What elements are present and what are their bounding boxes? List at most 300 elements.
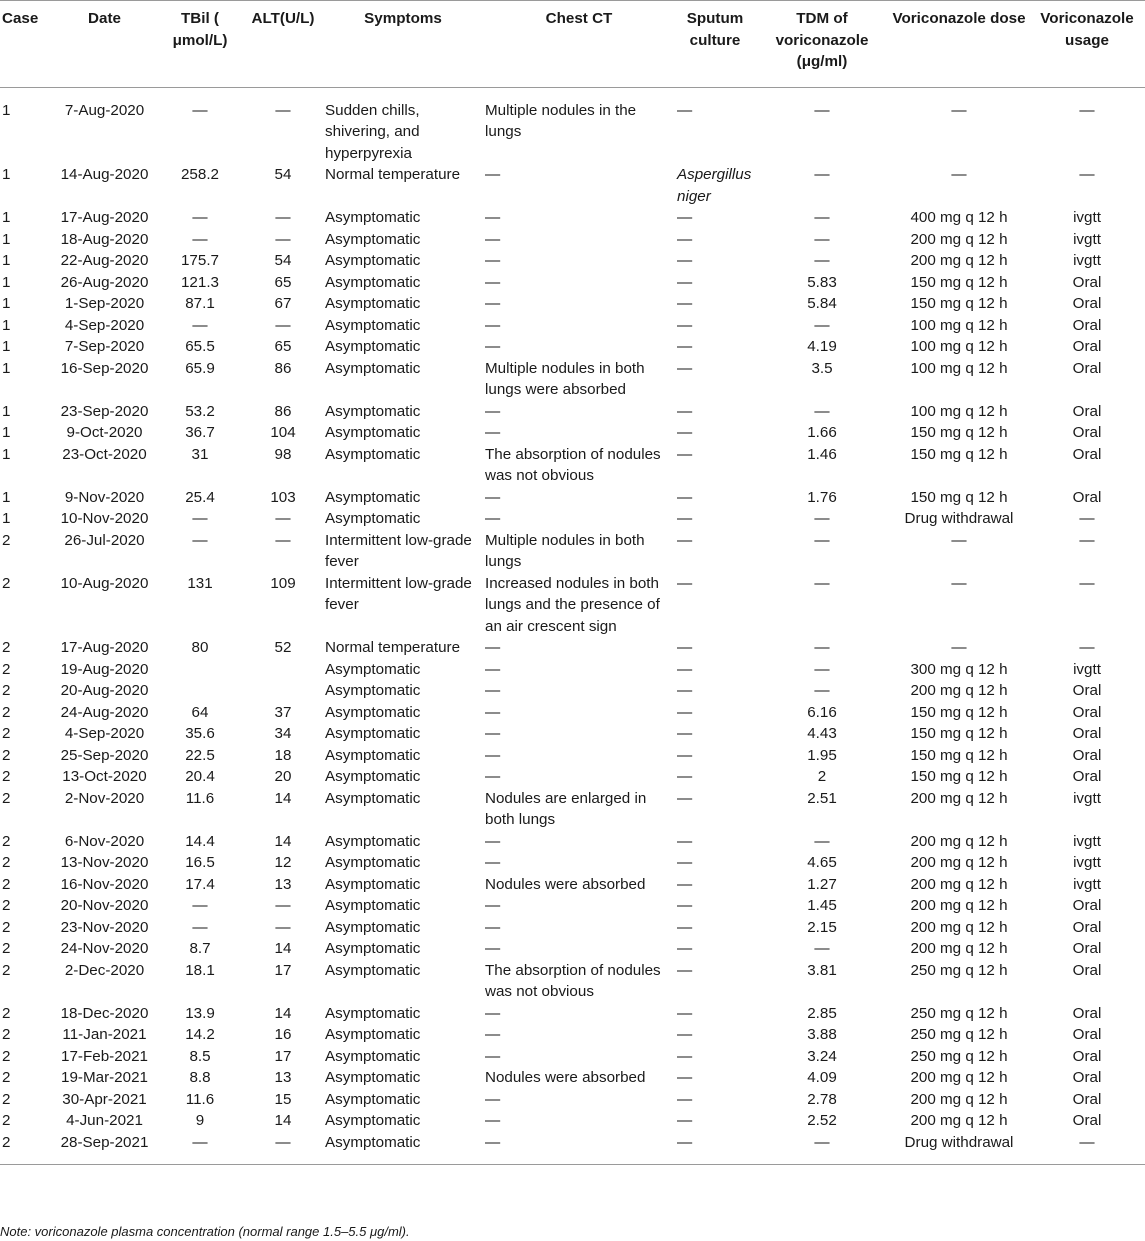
cell-tbil — [157, 680, 243, 702]
cell-case: 2 — [2, 1112, 11, 1129]
cell-dose: 200 mg q 12 h — [910, 832, 1008, 850]
cell-case: 2 — [2, 940, 11, 957]
cell-symptoms: Asymptomatic — [325, 725, 421, 742]
cell-symptoms: Asymptomatic — [325, 1133, 421, 1151]
cell-alt: 65 — [274, 273, 292, 291]
cell-chest-ct: — — [485, 209, 501, 226]
cell-tdm: — — [814, 940, 830, 957]
cell-alt: 14 — [274, 1004, 292, 1022]
cell-chest-ct: Multiple nodules in both lungs — [485, 531, 645, 570]
cell-case: 1 — [2, 295, 11, 312]
table-row — [0, 315, 1145, 337]
cell-alt: 34 — [274, 725, 292, 742]
cell-alt: — — [275, 101, 291, 119]
cell-dose: 200 mg q 12 h — [910, 940, 1008, 957]
cell-sputum-culture: — — [677, 768, 693, 785]
cell-case: 2 — [2, 854, 11, 871]
cell-usage: ivgtt — [1073, 875, 1101, 893]
cell-sputum-culture: — — [677, 574, 693, 592]
cell-tdm: — — [814, 660, 830, 678]
cell-usage: Oral — [1072, 1112, 1102, 1129]
table-row — [0, 1067, 1145, 1089]
cell-date: 18-Aug-2020 — [60, 230, 149, 248]
cell-usage: — — [1079, 639, 1095, 656]
cell-tdm: 5.83 — [807, 273, 837, 291]
cell-case: 2 — [2, 746, 11, 764]
cell-sputum-culture: — — [677, 961, 693, 979]
cell-alt: 14 — [274, 832, 292, 850]
cell-dose: — — [951, 531, 967, 549]
cell-usage: Oral — [1072, 682, 1102, 699]
cell-tdm: 2.85 — [807, 1004, 837, 1022]
cell-sputum-culture: — — [677, 445, 693, 463]
table-row — [0, 745, 1145, 767]
cell-usage: Oral — [1072, 768, 1102, 785]
cell-date: 18-Dec-2020 — [60, 1004, 149, 1022]
cell-tdm: 3.81 — [807, 961, 837, 979]
cell-date: 10-Aug-2020 — [60, 574, 149, 592]
table-row — [0, 1003, 1145, 1025]
table-row — [0, 1089, 1145, 1111]
cell-sputum-culture: — — [677, 1047, 693, 1065]
table-row — [0, 917, 1145, 939]
cell-alt: 86 — [274, 402, 292, 420]
cell-tbil: 17.4 — [185, 875, 215, 893]
table-row — [0, 229, 1145, 251]
cell-tbil: 8.7 — [189, 940, 211, 957]
cell-alt: 54 — [274, 166, 292, 183]
table-row — [0, 401, 1145, 423]
cell-sputum-culture: — — [677, 273, 693, 291]
cell-dose: 200 mg q 12 h — [910, 1112, 1008, 1129]
cell-usage: Oral — [1072, 1004, 1102, 1022]
cell-dose: 200 mg q 12 h — [910, 875, 1008, 893]
cell-usage: Oral — [1072, 424, 1102, 441]
cell-symptoms: Asymptomatic — [325, 746, 421, 764]
cell-sputum-culture: — — [677, 252, 693, 269]
cell-alt: 16 — [274, 1026, 292, 1043]
cell-tdm: — — [814, 316, 830, 334]
header-date: Date — [88, 10, 121, 27]
cell-dose: 150 mg q 12 h — [910, 746, 1008, 764]
cell-case: 2 — [2, 1047, 11, 1065]
cell-case: 2 — [2, 682, 11, 699]
cell-tbil: — — [192, 316, 208, 334]
cell-tbil: 64 — [191, 703, 209, 721]
header-dose: Voriconazole dose — [892, 10, 1026, 27]
cell-date: 13-Nov-2020 — [60, 854, 149, 871]
cell-tbil: 14.2 — [185, 1026, 215, 1043]
cell-alt: — — [275, 531, 291, 549]
cell-case: 1 — [2, 359, 11, 377]
cell-chest-ct: — — [485, 854, 501, 871]
cell-dose: 200 mg q 12 h — [910, 918, 1008, 936]
cell-usage: Oral — [1072, 703, 1102, 721]
cell-chest-ct: Nodules were absorbed — [485, 875, 646, 893]
cell-tdm: 2.52 — [807, 1112, 837, 1129]
cell-symptoms: Asymptomatic — [325, 252, 421, 269]
cell-usage: ivgtt — [1073, 660, 1101, 678]
cell-sputum-culture: — — [677, 1133, 693, 1151]
cell-date: 14-Aug-2020 — [60, 166, 149, 183]
cell-dose: Drug withdrawal — [904, 1133, 1014, 1151]
cell-tdm: — — [814, 510, 830, 527]
cell-sputum-culture: — — [677, 746, 693, 764]
cell-usage: — — [1079, 166, 1095, 183]
cell-usage: Oral — [1072, 359, 1102, 377]
table-row — [0, 852, 1145, 874]
cell-chest-ct: — — [485, 746, 501, 764]
cell-sputum-culture: — — [677, 875, 693, 893]
cell-usage: ivgtt — [1073, 854, 1101, 871]
cell-symptoms: Asymptomatic — [325, 660, 421, 678]
cell-dose: 150 mg q 12 h — [910, 488, 1008, 506]
cell-symptoms: Asymptomatic — [325, 424, 421, 441]
cell-sputum-culture: — — [677, 682, 693, 699]
table-body — [0, 87, 1145, 1165]
table-row — [0, 788, 1145, 831]
cell-dose: Drug withdrawal — [904, 510, 1014, 527]
table-row — [0, 659, 1145, 681]
cell-case: 1 — [2, 402, 11, 420]
table-row — [0, 831, 1145, 853]
cell-dose: 250 mg q 12 h — [910, 1047, 1008, 1065]
cell-alt: 104 — [270, 424, 296, 441]
cell-chest-ct: — — [485, 316, 501, 334]
table-row — [0, 444, 1145, 487]
table-row — [0, 1046, 1145, 1068]
cell-date: 1-Sep-2020 — [64, 295, 145, 312]
table-row — [0, 336, 1145, 358]
header-symptoms: Symptoms — [364, 10, 442, 27]
cell-symptoms: Asymptomatic — [325, 1112, 421, 1129]
table-row — [0, 1024, 1145, 1046]
cell-tbil: 36.7 — [185, 424, 215, 441]
cell-usage: — — [1079, 1133, 1095, 1151]
cell-date: 20-Aug-2020 — [60, 682, 149, 699]
table-row — [0, 1110, 1145, 1132]
cell-tbil: 11.6 — [185, 1090, 215, 1108]
cell-tdm: 1.27 — [807, 875, 837, 893]
cell-chest-ct: The absorption of nodules was not obvious — [485, 445, 661, 484]
cell-dose: 150 mg q 12 h — [910, 424, 1008, 441]
cell-alt: 12 — [274, 854, 292, 871]
cell-date: 24-Nov-2020 — [60, 940, 149, 957]
cell-tdm: 4.43 — [807, 725, 837, 742]
cell-alt: 13 — [274, 1069, 292, 1086]
cell-chest-ct: — — [485, 682, 501, 699]
cell-dose: 100 mg q 12 h — [910, 316, 1008, 334]
cell-chest-ct: — — [485, 402, 501, 420]
cell-sputum-culture: — — [677, 940, 693, 957]
cell-dose: 200 mg q 12 h — [910, 1069, 1008, 1086]
cell-alt: 17 — [274, 1047, 292, 1065]
cell-chest-ct: — — [485, 1090, 501, 1108]
cell-symptoms: Asymptomatic — [325, 789, 421, 807]
cell-tbil: 11.6 — [185, 789, 215, 807]
cell-tdm: 2 — [817, 768, 827, 785]
cell-alt: 54 — [274, 252, 292, 269]
cell-usage: Oral — [1072, 725, 1102, 742]
cell-alt: — — [275, 209, 291, 226]
cell-tbil: 258.2 — [180, 166, 219, 183]
cell-dose: 250 mg q 12 h — [910, 1004, 1008, 1022]
table-row — [0, 530, 1145, 573]
cell-alt: 17 — [274, 961, 292, 979]
cell-tdm: — — [814, 574, 830, 592]
cell-date: 19-Aug-2020 — [60, 660, 149, 678]
cell-usage: Oral — [1072, 746, 1102, 764]
cell-alt: 14 — [274, 789, 292, 807]
cell-case: 1 — [2, 230, 11, 248]
table-row — [0, 1132, 1145, 1165]
cell-tbil: 9 — [195, 1112, 205, 1129]
table-row — [0, 723, 1145, 745]
table-row — [0, 702, 1145, 724]
cell-chest-ct: — — [485, 1026, 501, 1043]
cell-symptoms: Asymptomatic — [325, 682, 421, 699]
cell-case: 1 — [2, 101, 11, 119]
cell-dose: 100 mg q 12 h — [910, 359, 1008, 377]
cell-tdm: — — [814, 101, 830, 119]
cell-date: 17-Feb-2021 — [61, 1047, 148, 1065]
cell-sputum-culture: — — [677, 101, 693, 119]
cell-sputum-culture: — — [677, 1004, 693, 1022]
cell-chest-ct: — — [485, 1112, 501, 1129]
cell-usage: Oral — [1072, 338, 1102, 355]
cell-dose: 150 mg q 12 h — [910, 725, 1008, 742]
cell-date: 23-Oct-2020 — [62, 445, 147, 463]
cell-tbil: — — [192, 510, 208, 527]
cell-usage: Oral — [1072, 897, 1102, 914]
table-row — [0, 874, 1145, 896]
cell-dose: 150 mg q 12 h — [910, 273, 1008, 291]
cell-date: 30-Apr-2021 — [62, 1090, 147, 1108]
cell-tdm: — — [814, 531, 830, 549]
cell-usage: ivgtt — [1073, 789, 1101, 807]
cell-case: 1 — [2, 445, 11, 463]
cell-case: 2 — [2, 875, 11, 893]
cell-symptoms: Asymptomatic — [325, 1004, 421, 1022]
cell-symptoms: Asymptomatic — [325, 918, 421, 936]
table-row — [0, 250, 1145, 272]
cell-date: 28-Sep-2021 — [60, 1133, 149, 1151]
cell-tdm: 3.24 — [807, 1047, 837, 1065]
cell-alt: 20 — [274, 768, 292, 785]
cell-date: 23-Nov-2020 — [60, 918, 149, 936]
cell-tbil: 13.9 — [185, 1004, 215, 1022]
cell-tbil: 65.5 — [185, 338, 215, 355]
cell-chest-ct: — — [485, 768, 501, 785]
cell-sputum-culture: — — [677, 918, 693, 936]
cell-date: 2-Nov-2020 — [64, 789, 145, 807]
cell-symptoms: Normal temperature — [325, 166, 461, 183]
cell-tdm: 6.16 — [807, 703, 837, 721]
cell-alt: — — [275, 897, 291, 914]
cell-chest-ct: — — [485, 230, 501, 248]
cell-tdm: 4.65 — [807, 854, 837, 871]
cell-case: 1 — [2, 273, 11, 291]
cell-chest-ct: — — [485, 832, 501, 850]
cell-sputum-culture: — — [677, 359, 693, 377]
cell-dose: — — [951, 574, 967, 592]
header-tbil: TBil ( μmol/L) — [172, 10, 228, 49]
cell-tdm: — — [814, 1133, 830, 1151]
cell-case: 2 — [2, 531, 11, 549]
cell-sputum-culture: — — [677, 1090, 693, 1108]
table-row — [0, 487, 1145, 509]
cell-dose: — — [951, 166, 967, 183]
cell-tbil: 20.4 — [185, 768, 215, 785]
cell-case: 2 — [2, 703, 11, 721]
cell-date: 17-Aug-2020 — [60, 209, 149, 226]
cell-usage: ivgtt — [1073, 209, 1101, 226]
cell-alt — [243, 659, 323, 681]
cell-dose: 200 mg q 12 h — [910, 897, 1008, 914]
cell-alt: 65 — [274, 338, 292, 355]
cell-symptoms: Asymptomatic — [325, 875, 421, 893]
cell-usage: ivgtt — [1073, 832, 1101, 850]
cell-symptoms: Asymptomatic — [325, 295, 421, 312]
cell-dose: 250 mg q 12 h — [910, 1026, 1008, 1043]
header-tdm: TDM of voriconazole (μg/ml) — [775, 10, 869, 70]
cell-usage: Oral — [1072, 273, 1102, 291]
cell-dose: 150 mg q 12 h — [910, 295, 1008, 312]
cell-usage: Oral — [1072, 488, 1102, 506]
cell-dose: 400 mg q 12 h — [910, 209, 1008, 226]
cell-date: 13-Oct-2020 — [62, 768, 147, 785]
cell-symptoms: Asymptomatic — [325, 1069, 421, 1086]
cell-date: 4-Sep-2020 — [64, 316, 145, 334]
cell-sputum-culture: — — [677, 510, 693, 527]
cell-chest-ct: The absorption of nodules was not obvious — [485, 961, 661, 1000]
cell-symptoms: Asymptomatic — [325, 854, 421, 871]
cell-sputum-culture: — — [677, 660, 693, 678]
cell-sputum-culture: — — [677, 1069, 693, 1086]
cell-usage: Oral — [1072, 1047, 1102, 1065]
cell-chest-ct: — — [485, 295, 501, 312]
cell-alt: — — [275, 918, 291, 936]
cell-tbil: 65.9 — [185, 359, 215, 377]
cell-chest-ct: — — [485, 660, 501, 678]
cell-chest-ct: Multiple nodules in the lungs — [485, 101, 637, 140]
table-row — [0, 87, 1145, 164]
cell-case: 2 — [2, 660, 11, 678]
cell-tdm: 1.76 — [807, 488, 837, 506]
cell-tbil: 18.1 — [185, 961, 215, 979]
cell-alt: 14 — [274, 940, 292, 957]
cell-tbil: 14.4 — [185, 832, 215, 850]
cell-alt: 52 — [274, 639, 292, 656]
cell-symptoms: Asymptomatic — [325, 316, 421, 334]
cell-chest-ct: — — [485, 166, 501, 183]
cell-dose: 300 mg q 12 h — [910, 660, 1008, 678]
cell-symptoms: Asymptomatic — [325, 1026, 421, 1043]
cell-tbil: 121.3 — [180, 273, 219, 291]
cell-symptoms: Sudden chills, shivering, and hyperpyrexia — [325, 101, 420, 162]
cell-symptoms: Asymptomatic — [325, 445, 421, 463]
cell-chest-ct: — — [485, 510, 501, 527]
cell-tdm: 3.5 — [811, 359, 833, 377]
header-row — [0, 0, 1145, 87]
cell-case: 2 — [2, 1133, 11, 1151]
cell-date: 4-Sep-2020 — [64, 725, 145, 742]
cell-tbil: 22.5 — [185, 746, 215, 764]
cell-case: 2 — [2, 725, 11, 742]
cell-tbil: — — [192, 230, 208, 248]
cell-alt: 103 — [270, 488, 296, 506]
cell-tbil: — — [192, 918, 208, 936]
header-sputum-culture: Sputum culture — [686, 10, 744, 49]
cell-usage: Oral — [1072, 1090, 1102, 1108]
cell-symptoms: Asymptomatic — [325, 209, 421, 226]
cell-chest-ct: — — [485, 639, 501, 656]
cell-usage: Oral — [1072, 402, 1102, 420]
cell-case: 1 — [2, 166, 11, 183]
cell-sputum-culture: — — [677, 725, 693, 742]
cell-chest-ct: — — [485, 1004, 501, 1022]
cell-dose: 100 mg q 12 h — [910, 402, 1008, 420]
header-usage: Voriconazole usage — [1040, 10, 1134, 49]
cell-chest-ct: — — [485, 273, 501, 291]
cell-tdm: 1.95 — [807, 746, 837, 764]
table-row — [0, 207, 1145, 229]
cell-tdm: — — [814, 639, 830, 656]
cell-case: 2 — [2, 574, 11, 592]
cell-date: 24-Aug-2020 — [60, 703, 149, 721]
table-row — [0, 272, 1145, 294]
cell-sputum-culture: — — [677, 703, 693, 721]
cell-usage: Oral — [1072, 445, 1102, 463]
cell-usage: — — [1079, 574, 1095, 592]
cell-usage: — — [1079, 101, 1095, 119]
cell-chest-ct: Nodules were absorbed — [485, 1069, 646, 1086]
cell-date: 25-Sep-2020 — [60, 746, 149, 764]
cell-usage: Oral — [1072, 316, 1102, 334]
cell-tbil: — — [192, 209, 208, 226]
cell-alt: 18 — [274, 746, 292, 764]
cell-case: 2 — [2, 1026, 11, 1043]
cell-case: 2 — [2, 1090, 11, 1108]
cell-symptoms: Asymptomatic — [325, 1047, 421, 1065]
cell-case: 2 — [2, 832, 11, 850]
cell-chest-ct: — — [485, 488, 501, 506]
cell-date: 6-Nov-2020 — [64, 832, 145, 850]
cell-tbil: 35.6 — [185, 725, 215, 742]
cell-dose: 100 mg q 12 h — [910, 338, 1008, 355]
cell-tbil: 175.7 — [180, 252, 219, 269]
cell-sputum-culture: — — [677, 1026, 693, 1043]
table-row — [0, 422, 1145, 444]
table-row — [0, 164, 1145, 207]
cell-usage: Oral — [1072, 918, 1102, 936]
cell-case: 1 — [2, 424, 11, 441]
cell-dose: 150 mg q 12 h — [910, 703, 1008, 721]
cell-sputum-culture: — — [677, 424, 693, 441]
cell-sputum-culture: — — [677, 316, 693, 334]
cell-symptoms: Normal temperature — [325, 639, 461, 656]
cell-sputum-culture: — — [677, 488, 693, 506]
cell-date: 7-Sep-2020 — [64, 338, 145, 355]
cell-date: 9-Oct-2020 — [66, 424, 143, 441]
cell-usage: Oral — [1072, 1026, 1102, 1043]
cell-tbil: — — [192, 101, 208, 119]
cell-date: 9-Nov-2020 — [64, 488, 145, 506]
cell-date: 4-Jun-2021 — [66, 1112, 143, 1129]
cell-tbil: 53.2 — [185, 402, 215, 420]
table-row — [0, 358, 1145, 401]
cell-sputum-culture: — — [677, 1112, 693, 1129]
